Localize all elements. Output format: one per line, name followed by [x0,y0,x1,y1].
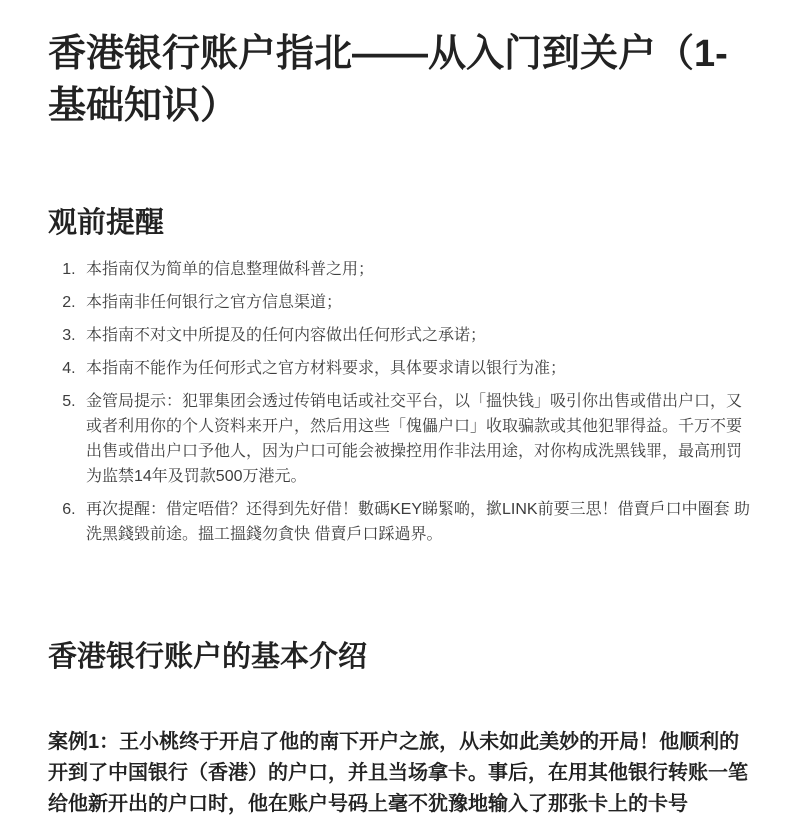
notice-item-3: 3. 本指南不对文中所提及的任何内容做出任何形式之承诺； [80,323,752,348]
article-page [0,28,800,820]
intro-section-heading: 香港银行账户的基本介绍 [48,641,368,674]
notice-item-2: 2. 本指南非任何银行之官方信息渠道； [80,290,752,315]
article-title: 香港银行账户指北——从入门到关户（1-基础知识） [48,33,728,128]
intro-section [48,639,752,820]
notice-section-heading: 观前提醒 [48,206,165,239]
notice-item-1: 1. 本指南仅为简单的信息整理做科普之用； [80,257,752,282]
notice-item-4: 4. 本指南不能作为任何形式之官方材料要求，具体要求请以银行为准； [80,356,752,381]
notice-item-6: 6. 再次提醒：借定唔借？还得到先好借！數碼KEY睇緊啲，撳LINK前要三思！借賣戶口中圈套 助洗黑錢毀前途。搵工搵錢勿貪快 借賣戶口踩過界。 [80,497,752,547]
case1-paragraph: 案例1：王小桃终于开启了他的南下开户之旅，从未如此美妙的开局！他顺利的开到了中国银行（香港）的户口，并且当场拿卡。事后，在用其他银行转账一笔给他新开出的户口时，他在账户号码上毫不犹豫地输入了那张卡上的卡号 [48,731,748,816]
notice-item-5: 5. 金管局提示：犯罪集团会透过传销电话或社交平台，以「搵快钱」吸引你出售或借出户口，又或者利用你的个人资料来开户，然后用这些「傀儡户口」收取骗款或其他犯罪得益。千万不要出售或借出户口予他人，因为户口可能会被操控用作非法用途，对你构成洗黑钱罪，最高刑罚为监禁14年及罚款500万港元。 [80,389,752,489]
notice-list [48,257,752,547]
notice-section [48,205,752,547]
